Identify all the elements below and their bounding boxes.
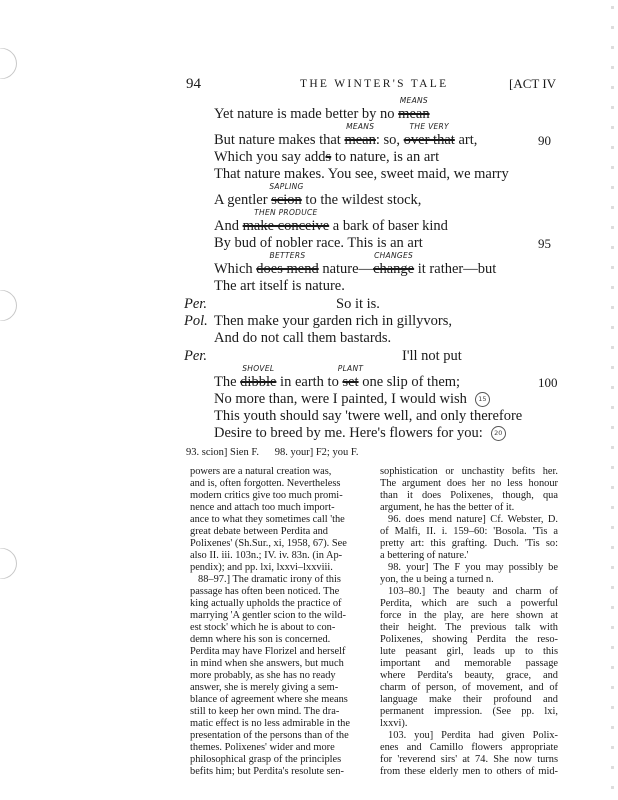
scan-edge xyxy=(611,0,614,800)
commentary-line: themes. Polixenes' wider and more xyxy=(190,742,335,753)
commentary-line: for 'reverend sirs' at 74. She now turns xyxy=(380,754,558,765)
segment-text: set xyxy=(342,374,359,390)
commentary-line: yon, the u being a turned n. xyxy=(380,574,494,585)
segment-text: one slip of them; xyxy=(358,374,461,390)
segment-text: nature— xyxy=(318,261,374,277)
verse-text-segment xyxy=(336,296,380,312)
textual-collation: 93. scion] Sien F. 98. your] F2; you F. xyxy=(186,447,359,458)
struck-word xyxy=(373,251,415,277)
verse-text-segment xyxy=(214,166,509,182)
handwritten-annotation: SHOVEL xyxy=(242,364,275,373)
struck-word xyxy=(398,96,430,122)
verse-text-segment xyxy=(402,348,462,364)
verse-text-segment xyxy=(455,132,478,148)
commentary-line: a bettering of nature.' xyxy=(380,550,469,561)
speaker-label: Pol. xyxy=(184,313,208,329)
commentary-line: befits him; but Perdita's resolute sen- xyxy=(190,766,344,777)
struck-word xyxy=(269,182,304,208)
commentary-line: sophistication or unchastity befits her. xyxy=(380,466,558,477)
commentary-line: of Malfi, II. i. 159–60: 'Bosola. 'Tis a xyxy=(380,526,558,537)
verse-text-segment xyxy=(214,278,345,294)
commentary-line: powers are a natural creation was, xyxy=(190,466,332,477)
commentary-line: philosophical grasp of the principles xyxy=(190,754,342,765)
verse-line xyxy=(402,348,462,365)
verse-text-segment xyxy=(214,425,483,441)
struck-word xyxy=(256,251,319,277)
verse-text-segment xyxy=(376,132,404,148)
handwritten-annotation: BETTERS xyxy=(269,251,306,260)
commentary-line: important and memorable passage xyxy=(380,658,558,669)
commentary-line: enes and Camillo flowers appropriate xyxy=(380,742,558,753)
verse-text-segment xyxy=(214,149,326,165)
segment-text: to the wildest stock, xyxy=(301,192,422,208)
commentary-line: 103. you] Perdita had given Polix- xyxy=(388,730,558,741)
verse-text-segment xyxy=(414,261,496,277)
verse-text-segment xyxy=(214,408,522,424)
commentary-line: from these elderly men to others of mid- xyxy=(380,766,558,777)
punch-hole-mark xyxy=(0,284,23,328)
commentary-line: lxxvi). xyxy=(380,718,408,729)
handwritten-annotation: SAPLING xyxy=(269,182,304,191)
segment-text: over that xyxy=(403,132,455,148)
commentary-line: 88–97.] The dramatic irony of this xyxy=(198,574,341,585)
speaker-label: Per. xyxy=(184,348,207,364)
verse-line xyxy=(214,391,490,408)
line-number: 100 xyxy=(538,375,558,390)
commentary-line: than it does Polixenes, though, qua xyxy=(380,490,558,501)
act-label: [ACT IV xyxy=(509,76,557,91)
struck-word xyxy=(403,122,455,148)
verse-text-segment xyxy=(214,313,452,329)
handwritten-annotation: PLANT xyxy=(337,364,364,373)
commentary-line: The argument does her no less honour xyxy=(380,478,558,489)
verse-text-segment xyxy=(329,218,448,234)
segment-text: By bud of nobler race. This is an art xyxy=(214,235,423,251)
handwritten-annotation: MEANS xyxy=(399,96,428,105)
commentary-line: language make their profound and xyxy=(380,694,558,705)
commentary-line: answer, she is merely giving a sem- xyxy=(190,682,339,693)
segment-text: No more than, were I painted, I would wish xyxy=(214,391,467,407)
commentary-line: still to keep her own mind. The dra- xyxy=(190,706,340,717)
punch-hole-mark xyxy=(0,42,23,86)
segment-text: art, xyxy=(454,132,478,148)
verse-line xyxy=(214,149,439,166)
segment-text: I'll not put xyxy=(402,348,462,364)
verse-text-segment xyxy=(359,374,461,390)
segment-text: A gentler xyxy=(214,192,272,208)
segment-text: Desire to breed by me. Here's flowers for you: xyxy=(214,425,483,441)
handwritten-annotation: MEANS xyxy=(346,122,375,131)
verse-text-segment xyxy=(276,374,342,390)
commentary-line: pendix); and pp. lxi, lxxvi–lxxviii. xyxy=(190,562,333,573)
commentary-line: lute peasant girl, leads up to this xyxy=(380,646,558,657)
handwritten-annotation: THEN PRODUCE xyxy=(254,208,318,217)
verse-line xyxy=(214,235,423,252)
verse-line xyxy=(214,408,522,425)
commentary-line: also II. iii. 103n.; IV. iv. 83n. (in Ap- xyxy=(190,550,343,561)
commentary-line: more probably, as she has no ready xyxy=(190,670,336,681)
commentary-line: demn where his son is concerned. xyxy=(190,634,331,645)
segment-text: And xyxy=(214,218,243,234)
commentary-line: force in the play, are here shown at xyxy=(380,610,558,621)
line-number: 95 xyxy=(538,236,551,251)
commentary-line: 98. your] The F you may possibly be xyxy=(388,562,558,573)
commentary-line: Perdita, which are such a powerful xyxy=(380,598,558,609)
commentary-line: pretty art: this grafting. Duch. 'Tis so: xyxy=(380,538,558,549)
commentary-line: their height. The previous talk with xyxy=(380,622,558,633)
segment-text: The art itself is nature. xyxy=(214,278,345,294)
verse-line xyxy=(214,96,430,123)
page-number: 94 xyxy=(186,76,201,92)
commentary-right-column xyxy=(380,466,558,778)
segment-text: This youth should say 'twere well, and only therefore xyxy=(214,408,523,424)
segment-text: it rather—but xyxy=(414,261,497,277)
segment-text: Which you say add xyxy=(214,149,326,165)
struck-word xyxy=(344,122,376,148)
verse-line xyxy=(214,425,506,442)
punch-hole-mark xyxy=(0,542,23,586)
commentary-line: Polixenes' (Sh.Sur., xi, 1958, 67). See xyxy=(190,538,347,549)
segment-text: dibble xyxy=(240,374,277,390)
commentary-line: blance of agreement where she means xyxy=(190,694,348,705)
verse-text-segment xyxy=(319,261,373,277)
commentary-line: passage has often been noticed. The xyxy=(190,586,340,597)
handwritten-annotation: CHANGES xyxy=(374,251,414,260)
segment-text: Then make your garden rich in gillyvors, xyxy=(214,313,452,329)
line-number: 90 xyxy=(538,133,551,148)
commentary-line: est stock' which he is about to con- xyxy=(190,622,336,633)
verse-line xyxy=(214,313,452,330)
segment-text: But nature makes that xyxy=(214,132,345,148)
verse-text-segment xyxy=(214,218,243,234)
segment-text: s xyxy=(325,149,332,165)
commentary-line: argument, he has the better of it. xyxy=(380,502,515,513)
commentary-line: and is, often forgotten. Nevertheless xyxy=(190,478,341,489)
verse-text-segment xyxy=(302,192,422,208)
verse-text-segment xyxy=(331,149,439,165)
verse-text-segment xyxy=(214,132,344,148)
verse-text-segment xyxy=(214,192,271,208)
verse-line xyxy=(214,251,497,278)
struck-word xyxy=(240,364,277,390)
circled-mark: 20 xyxy=(491,426,506,441)
verse-text-segment xyxy=(214,330,391,346)
commentary-line: presentation of the persons than of the xyxy=(190,730,349,741)
segment-text: Which xyxy=(214,261,257,277)
commentary-line: great debate between Perdita and xyxy=(190,526,328,537)
segment-text: mean xyxy=(344,132,376,148)
struck-word xyxy=(337,364,364,390)
segment-text: That nature makes. You see, sweet maid, we marry xyxy=(214,166,509,182)
circled-mark: 15 xyxy=(475,392,490,407)
commentary-line: matic effect is no less admirable in the xyxy=(190,718,350,729)
commentary-line: charm of person, of movement, and of xyxy=(380,682,558,693)
segment-text: does mend xyxy=(256,261,319,277)
verse-line xyxy=(336,296,380,313)
commentary-line: permanent impression. (See pp. lxi, xyxy=(380,706,558,717)
verse-text-segment xyxy=(214,106,398,122)
segment-text: make conceive xyxy=(242,218,330,234)
segment-text: in earth to xyxy=(276,374,343,390)
speaker-label: Per. xyxy=(184,296,207,312)
verse-line xyxy=(214,364,461,391)
commentary-line: king actually upholds the practice of xyxy=(190,598,342,609)
commentary-line: Polixenes, showing Perdita the reso- xyxy=(380,634,558,645)
segment-text: : so, xyxy=(375,132,404,148)
commentary-line: where Perdita's beauty, grace, and xyxy=(380,670,558,681)
commentary-line: ance to what they sometimes call 'the xyxy=(190,514,345,525)
commentary-left-column xyxy=(190,466,350,778)
commentary-line: 96. does mend nature] Cf. Webster, D. xyxy=(388,514,558,525)
commentary-line: 103–80.] The beauty and charm of xyxy=(388,586,558,597)
segment-text: scion xyxy=(271,192,302,208)
commentary-line: in mind when she answers, but much xyxy=(190,658,344,669)
handwritten-annotation: THE VERY xyxy=(409,122,449,131)
segment-text: And do not call them bastards. xyxy=(214,330,392,346)
verse-line xyxy=(214,182,422,209)
commentary-line: marrying 'A gentler scion to the wild- xyxy=(190,610,346,621)
verse-line xyxy=(214,330,391,347)
commentary-line: Perdita may have Florizel and herself xyxy=(190,646,346,657)
segment-text: change xyxy=(373,261,415,277)
verse-line xyxy=(214,208,448,235)
segment-text: So it is. xyxy=(336,296,380,312)
verse-text-segment xyxy=(214,391,467,407)
segment-text: to nature, is an art xyxy=(331,149,440,165)
verse-line xyxy=(214,122,478,149)
verse-text-segment xyxy=(214,374,240,390)
running-title: THE WINTER'S TALE xyxy=(300,78,449,90)
verse-text-segment xyxy=(214,261,256,277)
segment-text: mean xyxy=(398,106,430,122)
struck-word xyxy=(242,208,330,234)
verse-text-segment xyxy=(214,235,423,251)
verse-line xyxy=(214,166,509,183)
verse-line xyxy=(214,278,345,295)
commentary-line: nence and attach too much import- xyxy=(190,502,335,513)
commentary-line: modern critics give too much promi- xyxy=(190,490,343,501)
segment-text: The xyxy=(214,374,241,390)
segment-text: a bark of baser kind xyxy=(329,218,448,234)
segment-text: Yet nature is made better by no xyxy=(214,106,399,122)
